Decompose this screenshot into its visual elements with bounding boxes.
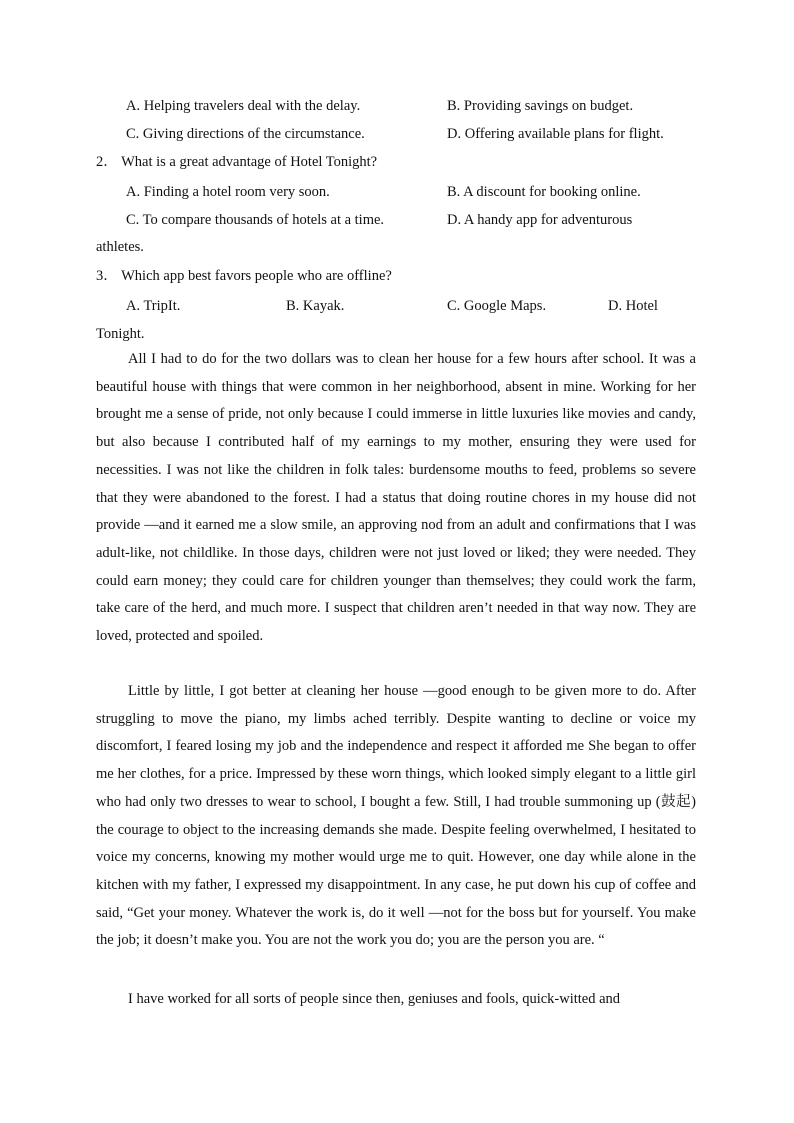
q2-option-b: B. A discount for booking online. [447, 184, 641, 200]
q2-stem: 2． What is a great advantage of Hotel Tonight? [96, 154, 378, 170]
q1-option-c: C. Giving directions of the circumstance. [126, 126, 365, 142]
q3-stem: 3． Which app best favors people who are offline? [96, 268, 392, 284]
q3-option-d: D. Hotel [608, 298, 658, 314]
passage-paragraph-1: All I had to do for the two dollars was to clean her house for a few hours after school. It was a beautiful house with things that were common in her neighborhood, absent in mine. Working for her brought me a sense of pride, not only because I could immerse in little luxuries like movies and candy, but also because I contributed half of my earnings to my mother, ensuring they were used for necessities. I was not like the children in folk tales: burdensome mouths to feed, problems so severe that they were abandoned to the forest. I had a status that doing routine chores in my house did not provide —and it earned me a slow smile, an approving nod from an adult and confirmations that I was adult-like, not childlike. In those days, children were not just loved or liked; they were needed. They could earn money; they could care for children younger than themselves; they could work the farm, take care of the herd, and much more. I suspect that children aren’t needed in that way now. They are loved, protected and spoiled. [96, 351, 696, 645]
q1-option-d: D. Offering available plans for flight. [447, 126, 664, 142]
q1-option-a: A. Helping travelers deal with the delay. [126, 98, 361, 114]
q2-option-c: C. To compare thousands of hotels at a time. [126, 212, 385, 228]
q3-option-d-continued: Tonight. [96, 326, 145, 342]
q1-option-b: B. Providing savings on budget. [447, 98, 634, 114]
q3-option-b: B. Kayak. [286, 298, 345, 314]
q2-option-d: D. A handy app for adventurous [447, 212, 633, 228]
q3-option-a: A. TripIt. [126, 298, 181, 314]
q3-option-c: C. Google Maps. [447, 298, 547, 314]
passage-paragraph-3: I have worked for all sorts of people since then, geniuses and fools, quick-witted and [128, 991, 621, 1007]
q2-option-a: A. Finding a hotel room very soon. [126, 184, 330, 200]
passage-paragraph-2: Little by little, I got better at cleaning her house —good enough to be given more to do. After struggling to move the piano, my limbs ached terribly. Despite wanting to decline or voice my discomfort, I feared losing my job and the independence and respect it afforded me She began to offer me her clothes, for a price. Impressed by these worn things, which looked simply elegant to a little girl who had only two dresses to wear to school, I bought a few. Still, I had trouble summoning up (鼓起) the courage to object to the increasing demands she made. Despite feeling overwhelmed, I hesitated to voice my concerns, knowing my mother would urge me to quit. However, one day while alone in the kitchen with my father, I expressed my disappointment. In any case, he put down his cup of coffee and said, “Get your money. Whatever the work is, do it well —not for the boss but for yourself. You make the job; it doesn’t make you. You are not the work you do; you are the person you are. “ [96, 683, 696, 949]
q2-option-d-continued: athletes. [96, 239, 144, 255]
